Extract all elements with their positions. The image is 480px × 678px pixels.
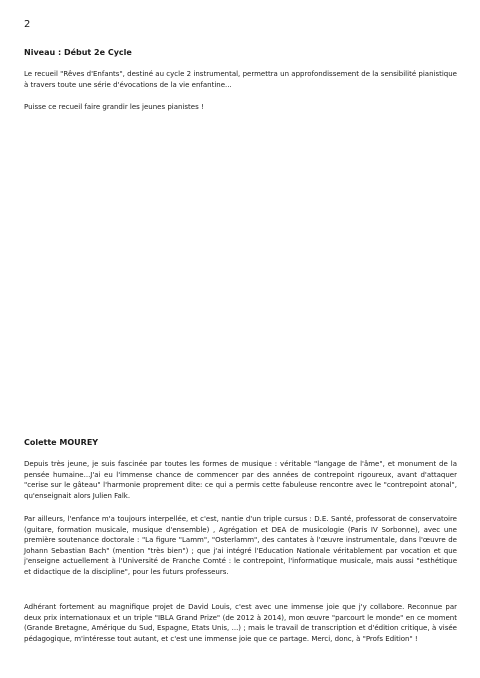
- bio-paragraph-3: Adhérant fortement au magnifique projet de David Louis, c'est avec une immense joie que j'y collabore. Reconnue par deux prix internationaux et un triple "IBLA Grand Prize" (de 2012 à 2014), mon œuvre "parcourt le monde" en ce moment (Grande Bretagne, Amérique du Sud, Espagne, Etats Unis, ...) ; mais le travail de transcription et d'édition critique, à visée pédagogique, m'intéresse tout autant, et c'est une immense joie que ce partage. Merci, donc, à "Profs Edition" !: [24, 603, 457, 643]
- author-heading: Colette MOUREY: [24, 438, 99, 447]
- closing-wish-paragraph: Puisse ce recueil faire grandir les jeunes pianistes !: [24, 103, 204, 111]
- level-heading: Niveau : Début 2e Cycle: [24, 48, 132, 57]
- page-number: 2: [24, 19, 31, 30]
- bio-paragraph-2: Par ailleurs, l'enfance m'a toujours interpellée, et c'est, nantie d'un triple cursus : D.E. Santé, professorat de conservatoire (guitare, formation musicale, musique d'ensemble) , Agrégation et DEA de musicologie (Paris IV Sorbonne), avec une première soutenance doctorale : "La figure "Lamm", "Osterlamm", des cantates à l'œuvre instrumentale, dans l'œuvre de Johann Sebastian Bach" (mention "très bien") ; que j'ai intégré l'Education Nationale véritablement par vocation et que j'enseigne actuellement à l'Université de Franche Comté : le contrepoint, l'informatique musicale, mais aussi "esthétique et didactique de la discipline", pour les futurs professeurs.: [24, 515, 457, 576]
- bio-paragraph-1: Depuis très jeune, je suis fascinée par toutes les formes de musique : véritable "langage de l'âme", et monument de la pensée humaine...J'ai eu l'immense chance de commencer par des années de contrepoint rigoureux, avant d'attaquer "cerise sur le gâteau" l'harmonie proprement dite: ce qui a permis cette fabuleuse rencontre avec le "contrepoint atonal", qu'enseignait alors Julien Falk.: [24, 460, 457, 500]
- intro-paragraph: Le recueil "Rêves d'Enfants", destiné au cycle 2 instrumental, permettra un approfondissement de la sensibilité pianistique à travers toute une série d'évocations de la vie enfantine...: [24, 70, 457, 89]
